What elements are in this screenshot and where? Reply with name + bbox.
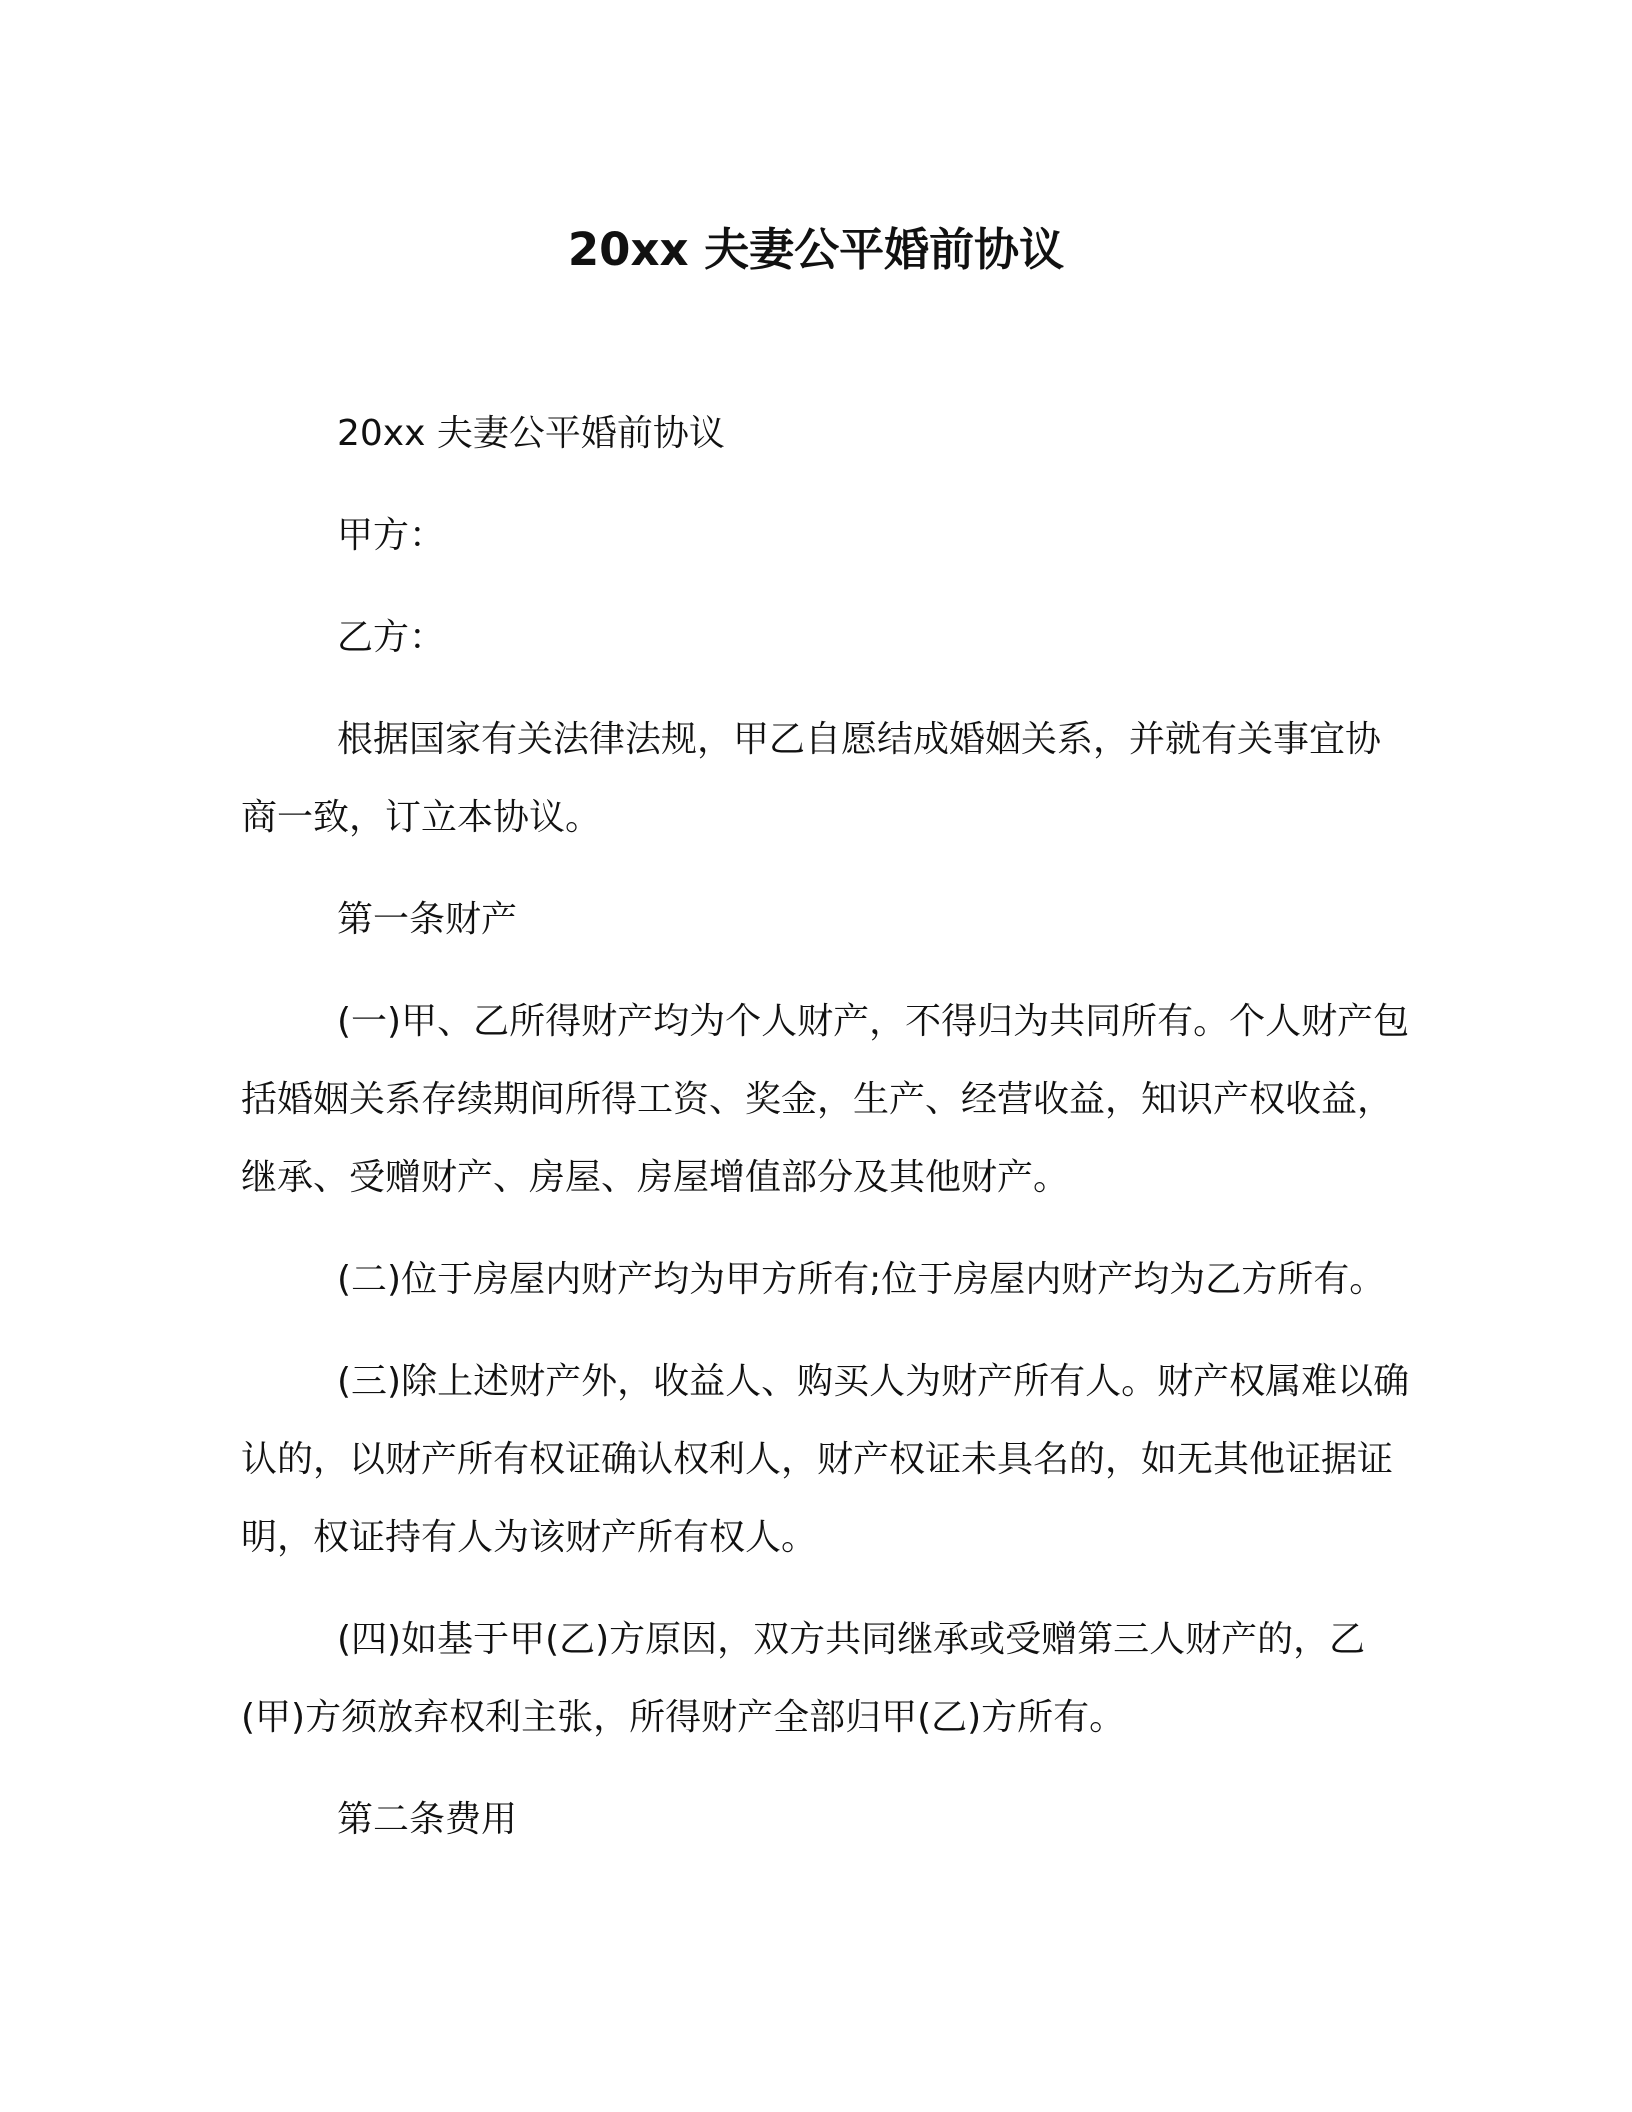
document-body [241,395,1411,1883]
party-b-line: 乙方： [337,617,446,658]
preamble-paragraph: 根据国家有关法律法规，甲乙自愿结成婚姻关系，并就有关事宜协商一致，订立本协议。 [241,719,1382,838]
party-a-line: 甲方： [337,515,446,556]
clause-1-1-paragraph: (一)甲、乙所得财产均为个人财产，不得归为共同所有。个人财产包括婚姻关系存续期间所得工资、奖金，生产、经营收益，知识产权收益，继承、受赠财产、房屋、房屋增值部分及其他财产。 [241,1001,1410,1198]
article-two-heading: 第二条费用 [337,1799,518,1840]
subtitle-paragraph: 20xx 夫妻公平婚前协议 [337,413,725,454]
clause-1-3-paragraph: (三)除上述财产外，收益人、购买人为财产所有人。财产权属难以确认的，以财产所有权证确认权利人，财产权证未具名的，如无其他证据证明，权证持有人为该财产所有权人。 [241,1361,1410,1558]
clause-1-2-paragraph: (二)位于房屋内财产均为甲方所有;位于房屋内财产均为乙方所有。 [337,1259,1386,1300]
document-title: 20xx 夫妻公平婚前协议 [567,223,1065,276]
clause-1-4-paragraph: (四)如基于甲(乙)方原因，双方共同继承或受赠第三人财产的，乙(甲)方须放弃权利主张，所得财产全部归甲(乙)方所有。 [241,1619,1366,1738]
article-one-heading: 第一条财产 [337,899,518,940]
